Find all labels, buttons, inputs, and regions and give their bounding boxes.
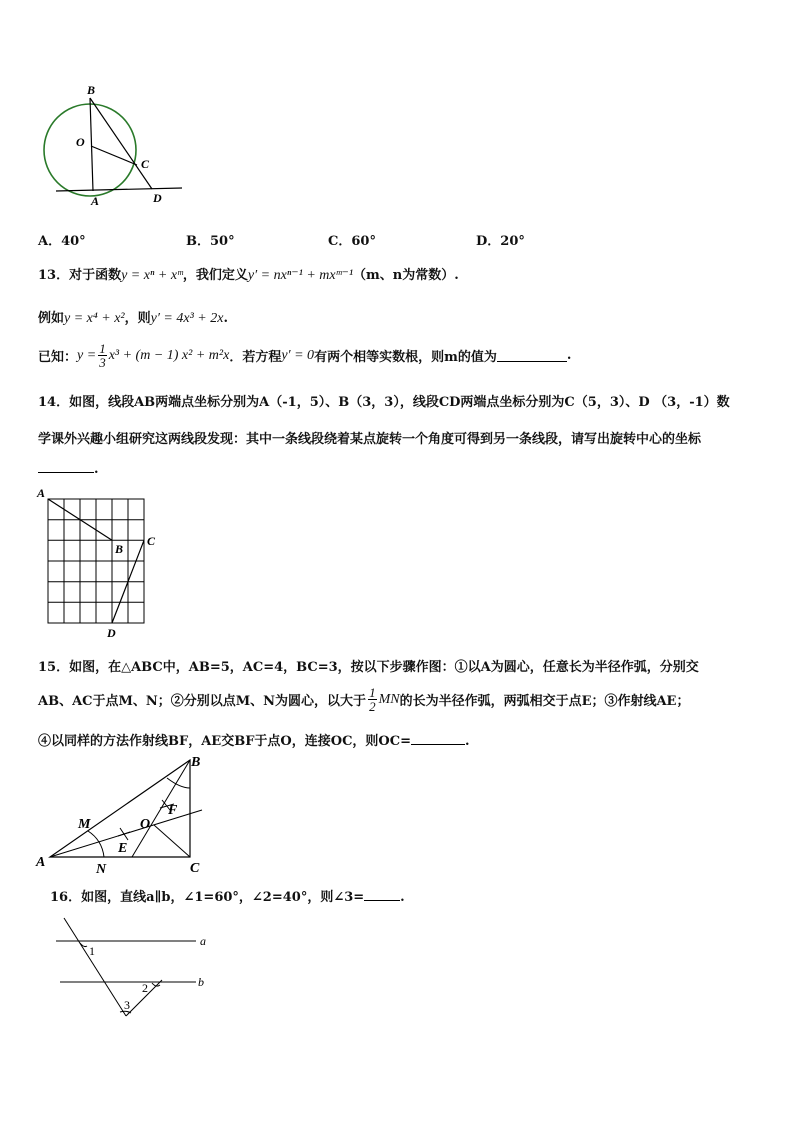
q16-label-a: a	[200, 934, 206, 948]
q15-label-B: B	[191, 755, 201, 770]
q14-label-B: B	[115, 542, 124, 556]
q15-ray-BF	[132, 760, 190, 857]
q15-line2-den: 2	[369, 699, 376, 714]
q16-label-b: b	[198, 975, 204, 989]
q13-line2-suffix: .	[223, 311, 228, 326]
q15-segment-OC	[154, 825, 190, 857]
q13-line3-rest: x³ + (m − 1) x² + m²x	[108, 347, 230, 363]
q14-label-D: D	[107, 626, 116, 640]
q13-line2-deriv: y′ = 4x³ + 2x	[150, 311, 224, 326]
q15-line-3	[38, 730, 470, 749]
q14-line-3	[38, 460, 99, 477]
q16-label-1: 1	[89, 944, 95, 958]
q15-label-O: O	[140, 817, 151, 832]
q15-line-2	[38, 686, 689, 713]
q16-text-prefix: 16．如图，直线a∥b，∠1=60°，∠2=40°，则∠3=	[50, 890, 365, 905]
q12-option-d: D．20°	[476, 234, 525, 249]
q16-answer-blank[interactable]	[364, 888, 400, 901]
q16-parallel-figure	[52, 910, 212, 1026]
q15-line2-mn: MN	[378, 691, 400, 707]
q16-label-2: 2	[142, 981, 148, 995]
q15-label-C: C	[190, 861, 200, 876]
q16-label-3: 3	[124, 998, 130, 1012]
q14-line3-end: .	[94, 462, 99, 477]
q14-line-1: 14．如图，线段AB两端点坐标分别为A（-1，5）、B（3，3），线段CD两端点坐标分别为C（5，3）、D （3，-1）数	[38, 395, 730, 410]
q15-line-1: 15．如图，在△ABC中，AB=5，AC=4，BC=3，按以下步骤作图：①以A为圆心，任意长为半径作弧，分别交	[38, 660, 699, 675]
q13-line1-func: y = xⁿ + xᵐ	[121, 268, 183, 283]
q15-line2-fraction	[368, 686, 377, 713]
q13-line2-mid: ，则	[124, 311, 151, 326]
q15-line2-prefix: AB、AC于点M、N；②分别以点M、N为圆心，以大于	[38, 694, 367, 709]
q15-triangle-figure	[34, 748, 214, 878]
q13-line3-prefix: 已知：	[38, 350, 78, 365]
q13-line-1	[38, 264, 459, 284]
q12-option-b: B．50°	[186, 234, 235, 249]
q15-answer-blank[interactable]	[411, 732, 465, 745]
q13-answer-blank[interactable]	[497, 349, 567, 362]
q13-line3-fraction	[98, 342, 107, 369]
q12-tangent-line	[56, 188, 182, 191]
q12-figure	[30, 78, 190, 208]
q13-line2-prefix: 例如	[38, 311, 65, 326]
q12-label-O: O	[76, 135, 85, 149]
q12-option-c: C．60°	[328, 234, 376, 249]
q14-label-A: A	[37, 486, 46, 500]
q14-label-C: C	[147, 534, 156, 548]
q15-label-M: M	[78, 817, 91, 832]
q13-line-3	[38, 342, 571, 369]
q15-label-A: A	[36, 855, 46, 870]
q15-label-N: N	[96, 862, 107, 877]
q15-label-F: F	[168, 803, 178, 818]
q12-segment-BA	[90, 98, 93, 191]
q16-transversal-1	[64, 918, 126, 1016]
q15-line2-suffix: 的长为半径作弧，两弧相交于点E；③作射线AE；	[399, 694, 690, 709]
q12-option-a: A．40°	[38, 234, 86, 249]
q15-arc-E	[118, 828, 130, 840]
q13-line3-num: 1	[99, 341, 106, 356]
q16-angle-1-arc	[80, 943, 87, 947]
q13-line3-den: 3	[99, 355, 106, 370]
q14-line-2: 学课外兴趣小组研究这两线段发现：其中一条线段绕着某点旋转一个角度可得到另一条线段，请写出旋转中心的坐标	[38, 432, 702, 447]
q12-label-D: D	[153, 191, 162, 205]
q16-text-end: .	[400, 890, 405, 905]
q15-line2-num: 1	[369, 685, 376, 700]
q13-line2-func: y = x⁴ + x²	[64, 311, 125, 326]
q12-segment-OC	[91, 146, 137, 165]
q15-line3-prefix: ④以同样的方法作射线BF，AE交BF于点O，连接OC，则OC=	[38, 734, 411, 749]
q13-line3-mid: ．若方程	[229, 350, 282, 365]
q13-line3-suffix: 有两个相等实数根，则m的值为	[314, 350, 497, 365]
q12-label-A: A	[91, 194, 100, 208]
q12-label-C: C	[141, 157, 150, 171]
q13-line1-prefix: 13．对于函数	[38, 268, 122, 283]
q13-line3-eq: y′ = 0	[281, 347, 315, 363]
q13-line1-mid: ，我们定义	[182, 268, 248, 283]
q13-line3-y: y =	[77, 347, 97, 363]
q14-grid	[48, 499, 144, 623]
q14-answer-blank[interactable]	[38, 460, 94, 473]
q15-label-E: E	[118, 841, 128, 856]
q13-line1-suffix: （m、n为常数）.	[353, 268, 459, 283]
q13-line1-def: y′ = nxⁿ⁻¹ + mxᵐ⁻¹	[247, 268, 354, 283]
q15-line3-end: .	[465, 734, 470, 749]
q12-circle	[44, 104, 136, 196]
q12-segment-BD	[90, 98, 152, 189]
q12-label-B: B	[87, 83, 96, 97]
q13-line3-end: .	[566, 348, 572, 363]
q13-line-2	[38, 307, 228, 327]
q16-line-1	[50, 886, 405, 905]
q14-grid-figure	[34, 485, 164, 641]
